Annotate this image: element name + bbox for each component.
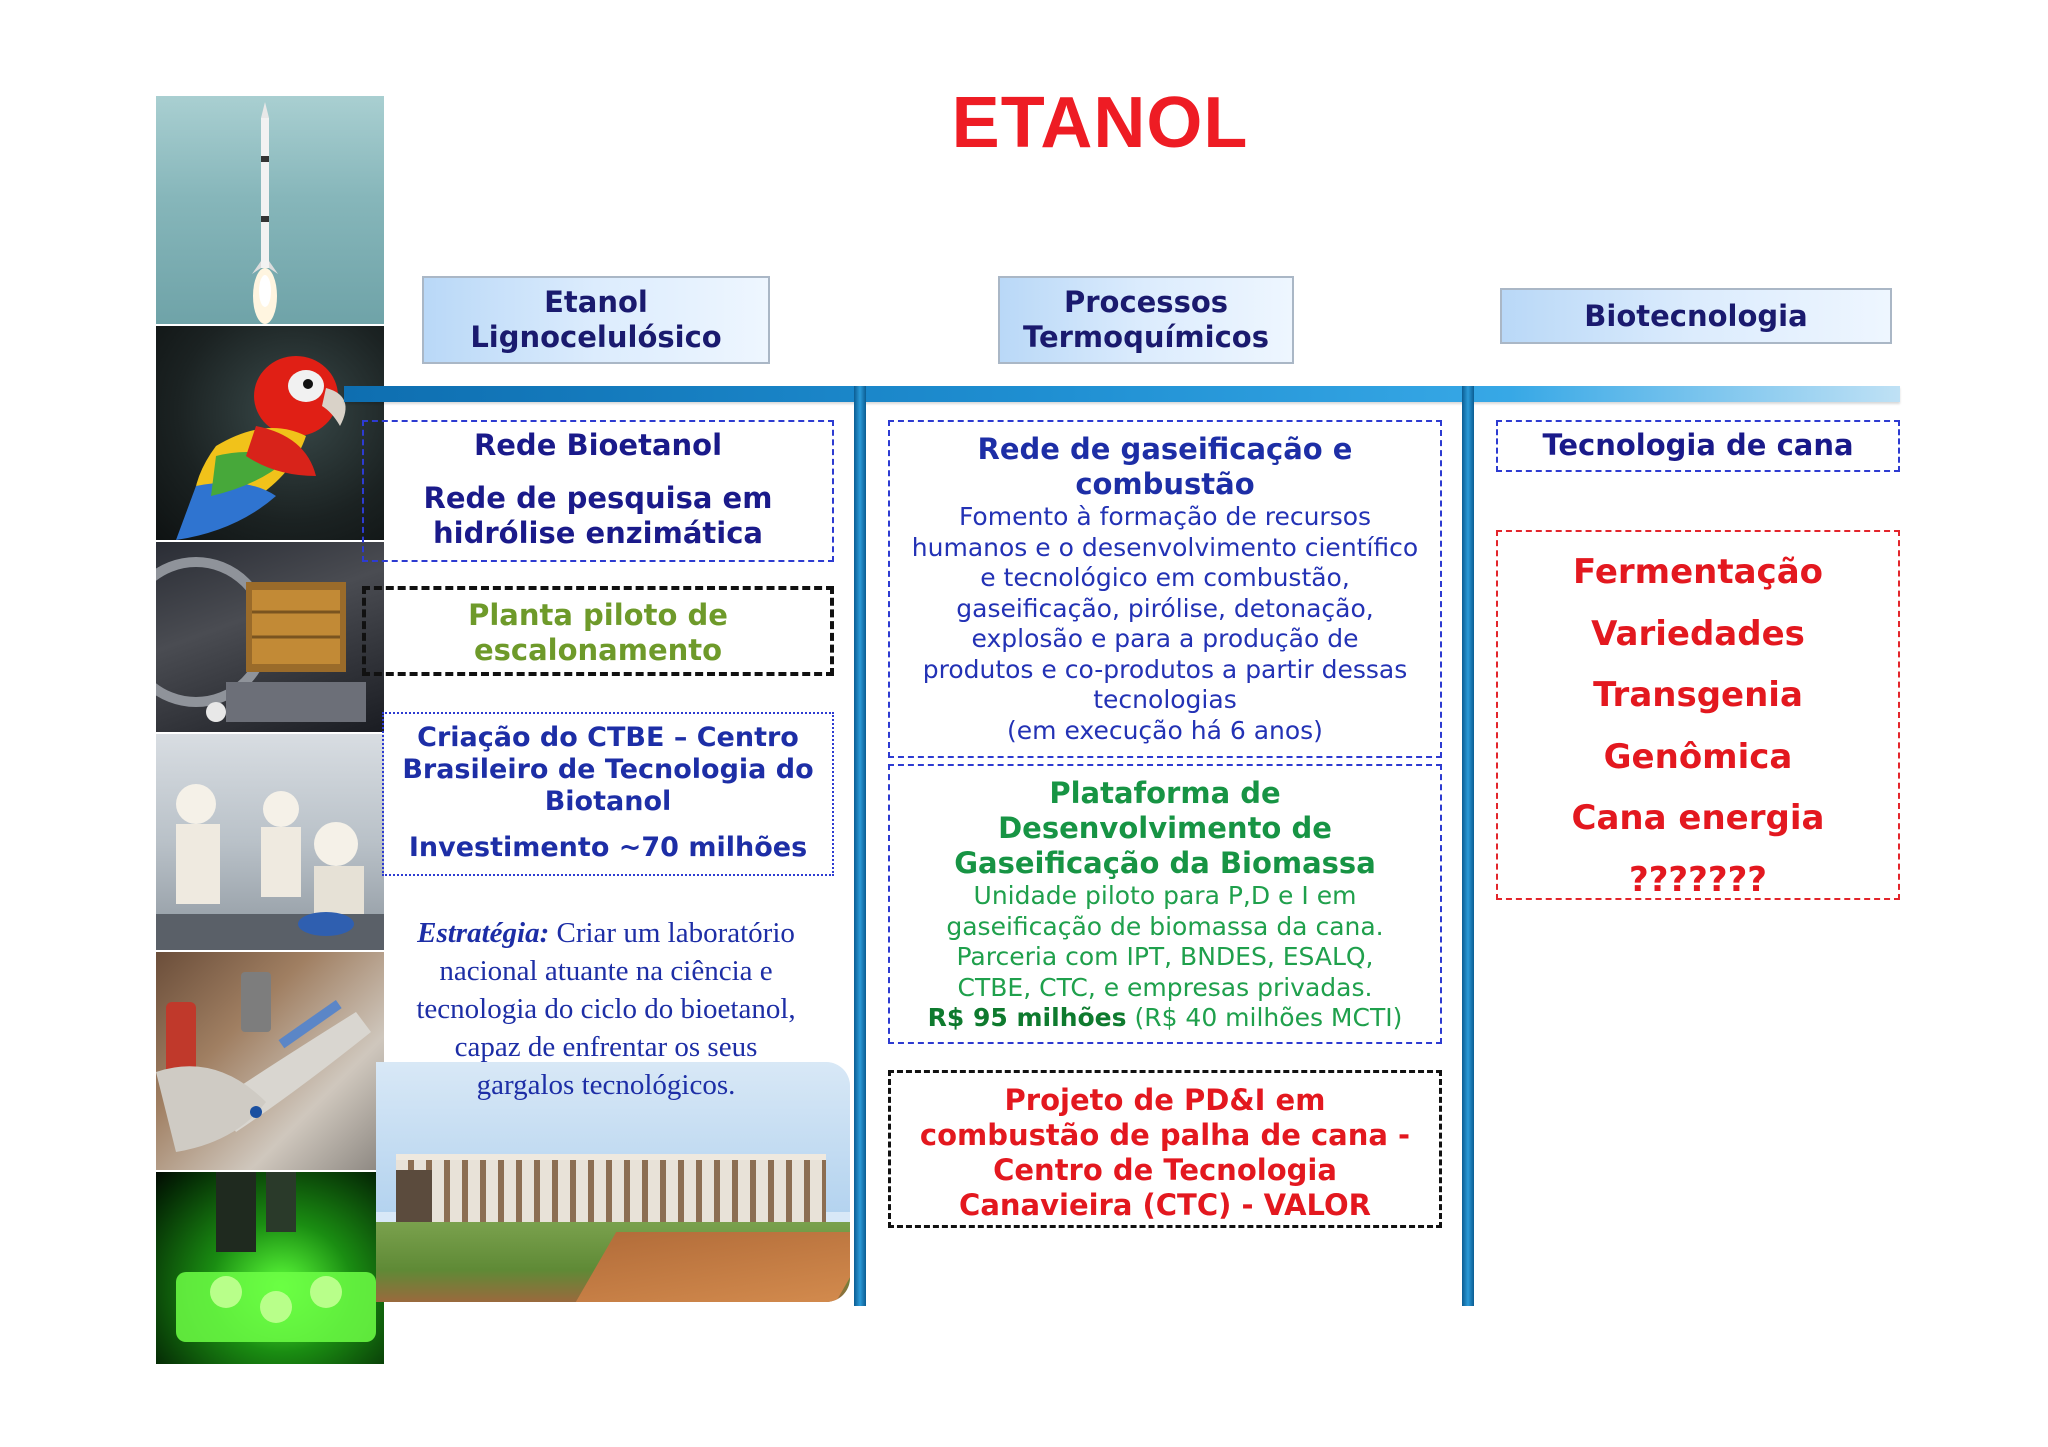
rede-bioetanol-sub: Rede de pesquisa em — [423, 481, 773, 515]
building-road — [576, 1232, 850, 1302]
header-etanol-lignocelulosico — [422, 276, 770, 364]
rede-gaseificacao-desc-line: humanos e o desenvolvimento científico — [911, 532, 1419, 562]
projeto-pdi-line: Centro de Tecnologia — [993, 1153, 1337, 1187]
biotec-item: ??????? — [1628, 859, 1768, 900]
projeto-pdi-line: combustão de palha de cana - — [919, 1118, 1411, 1152]
building-side — [396, 1170, 432, 1224]
rede-gaseificacao-box — [888, 420, 1442, 758]
rede-bioetanol-box — [362, 420, 834, 562]
tecnologia-cana-text: Tecnologia de cana — [1542, 428, 1854, 462]
ctbe-text: Criação do CTBE – Centro — [417, 722, 799, 753]
plataforma-desc-line: Unidade piloto para P,D e I em — [973, 881, 1357, 910]
estrategia-text — [390, 914, 822, 1104]
plataforma-desc-line: Parceria com IPT, BNDES, ESALQ, — [956, 942, 1374, 971]
estrategia-line: Criar um laboratório — [549, 917, 795, 949]
vertical-divider-bar — [1462, 386, 1474, 1306]
biotec-item: Fermentação — [1572, 552, 1824, 592]
horizontal-divider-bar — [344, 386, 1900, 402]
estrategia-line: tecnologia do ciclo do bioetanol, — [416, 993, 796, 1025]
estrategia-line: nacional atuante na ciência e — [439, 955, 773, 987]
rede-gaseificacao-desc-line: explosão e para a produção de — [971, 624, 1359, 653]
ctbe-box — [382, 712, 834, 876]
rede-gaseificacao-desc-line: produtos e co-produtos a partir dessas — [922, 654, 1408, 684]
biotec-item: Cana energia — [1571, 798, 1825, 838]
header-biotecnologia — [1500, 288, 1892, 344]
rede-gaseificacao-desc-line: tecnologias — [1093, 685, 1237, 714]
rocket-photo — [156, 96, 384, 324]
plataforma-title: Plataforma de — [1049, 776, 1281, 810]
planta-piloto-text: Planta piloto de — [468, 598, 728, 632]
estrategia-label: Estratégia: — [417, 917, 550, 949]
plataforma-valor — [890, 1003, 1440, 1034]
building-facade — [396, 1154, 826, 1224]
header-line: Processos — [1063, 285, 1229, 319]
header-line: Lignocelulósico — [470, 320, 722, 354]
cleanroom-workers-photo — [156, 734, 384, 950]
estrategia-line: gargalos tecnológicos. — [476, 1069, 736, 1101]
rede-gaseificacao-title: combustão — [1075, 467, 1255, 501]
ctbe-text: Biotanol — [544, 786, 672, 817]
projeto-pdi-line: Canavieira (CTC) - VALOR — [959, 1188, 1371, 1222]
plataforma-title: Gaseificação da Biomassa — [954, 846, 1376, 880]
header-line: Termoquímicos — [1023, 320, 1269, 354]
projeto-pdi-line: Projeto de PD&I em — [1004, 1083, 1326, 1117]
biotec-item: Transgenia — [1593, 675, 1803, 715]
header-line: Biotecnologia — [1584, 298, 1808, 333]
rede-gaseificacao-desc-line: Fomento à formação de recursos — [958, 502, 1372, 531]
green-microscope-photo — [156, 1172, 384, 1364]
rede-bioetanol-title: Rede Bioetanol — [473, 428, 723, 462]
plataforma-valor-rest: (R$ 40 milhões MCTI) — [1126, 1003, 1403, 1032]
rede-bioetanol-sub: hidrólise enzimática — [433, 516, 763, 550]
header-processos-termoquimicos — [998, 276, 1294, 364]
satellite-lab-photo — [156, 542, 384, 732]
plataforma-valor-bold: R$ 95 milhões — [927, 1003, 1127, 1032]
plataforma-box — [888, 764, 1442, 1044]
rede-gaseificacao-desc-line: (em execução há 6 anos) — [1007, 715, 1323, 745]
rede-gaseificacao-title: Rede de gaseificação e — [977, 432, 1353, 466]
plataforma-title: Desenvolvimento de — [998, 811, 1332, 845]
lab-hands-photo — [156, 952, 384, 1170]
biotecnologia-list-box — [1496, 530, 1900, 900]
page-title: ETANOL — [951, 83, 1249, 163]
header-line: Etanol — [544, 285, 648, 319]
planta-piloto-text: escalonamento — [473, 633, 723, 667]
rede-gaseificacao-desc-line: e tecnológico em combustão, — [980, 563, 1350, 592]
ctbe-text: Brasileiro de Tecnologia do — [402, 754, 814, 785]
estrategia-line: capaz de enfrentar os seus — [454, 1031, 758, 1063]
planta-piloto-box — [362, 586, 834, 676]
biotec-item: Genômica — [1603, 736, 1793, 777]
rede-gaseificacao-desc-line: gaseificação, pirólise, detonação, — [956, 593, 1374, 623]
parrot-photo — [156, 326, 384, 540]
biotec-item: Variedades — [1591, 613, 1805, 654]
vertical-divider-bar — [854, 386, 866, 1306]
plataforma-desc-line: CTBE, CTC, e empresas privadas. — [957, 972, 1373, 1002]
tecnologia-cana-box — [1496, 420, 1900, 472]
investimento-text: Investimento ~70 milhões — [408, 832, 808, 863]
projeto-pdi-box — [888, 1070, 1442, 1228]
plataforma-desc-line: gaseificação de biomassa da cana. — [946, 911, 1384, 941]
